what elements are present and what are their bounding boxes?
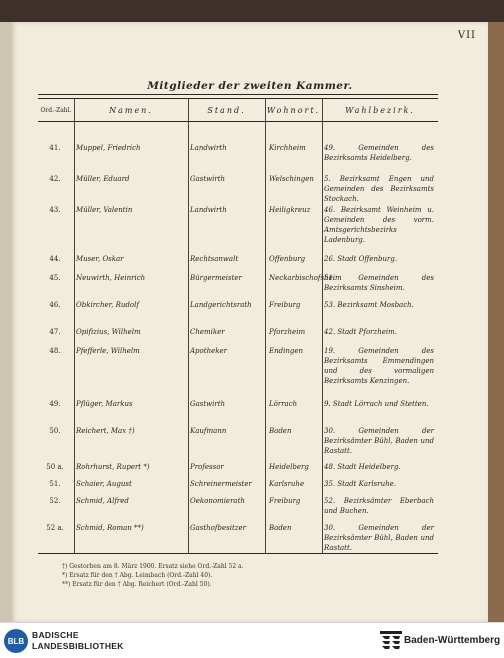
page-title: Mitglieder der zweiten Kammer. <box>147 80 353 92</box>
cell-wahlbezirk: 51. Gemeinden des Bezirksamts Sinsheim. <box>324 274 434 292</box>
cell-ord-zahl: 49. <box>49 400 61 408</box>
cell-ord-zahl: 50 a. <box>46 463 64 471</box>
cell-ord-zahl: 42. <box>49 175 61 183</box>
cell-stand: Gastwirth <box>190 175 226 183</box>
cell-wohnort: Baden <box>269 524 292 532</box>
cell-ord-zahl: 43. <box>49 206 61 214</box>
library-name-line2: LANDESBIBLIOTHEK <box>32 641 124 651</box>
cell-wohnort: Lörrach <box>269 400 298 408</box>
document-page <box>12 22 488 622</box>
cell-ord-zahl: 47. <box>49 328 61 336</box>
cell-wohnort: Kirchheim <box>269 144 306 152</box>
cell-name: Muser, Oskar <box>76 255 124 263</box>
header-ord-zahl: Ord.-Zahl. <box>40 106 72 114</box>
cell-name: Pfefferle, Wilhelm <box>76 347 140 355</box>
header-namen: Namen. <box>109 105 153 115</box>
title-rule <box>38 94 438 95</box>
header-stand: Stand. <box>207 105 246 115</box>
cell-name: Muppel, Friedrich <box>76 144 141 152</box>
blb-logo[interactable]: BLB <box>4 629 28 653</box>
cell-wohnort: Heidelberg <box>269 463 309 471</box>
cell-ord-zahl: 51. <box>49 480 61 488</box>
cell-name: Müller, Eduard <box>76 175 130 183</box>
header-wahlbezirk: Wahlbezirk. <box>345 105 415 115</box>
footnote: *) Ersatz für den † Abg. Leimbach (Ord.-Zahl 40). <box>62 572 213 579</box>
column-divider <box>188 99 189 553</box>
cell-ord-zahl: 52. <box>49 497 61 505</box>
cell-wahlbezirk: 30. Gemeinden der Bezirksämter Bühl, Baden und Rastatt. <box>324 524 434 552</box>
cell-wohnort: Karlsruhe <box>269 480 305 488</box>
cell-wohnort: Pforzheim <box>269 328 306 336</box>
cell-stand: Schreinermeister <box>190 480 252 488</box>
cell-stand: Gasthofbesitzer <box>190 524 246 532</box>
column-divider <box>265 99 266 553</box>
cell-ord-zahl: 52 a. <box>46 524 64 532</box>
cell-name: Schaier, August <box>76 480 132 488</box>
cell-wahlbezirk: 49. Gemeinden des Bezirksamts Heidelberg. <box>324 144 434 162</box>
cell-stand: Gastwirth <box>190 400 226 408</box>
cell-wahlbezirk: 48. Stadt Heidelberg. <box>324 463 401 471</box>
cell-wahlbezirk: 9. Stadt Lörrach und Stetten. <box>324 400 429 408</box>
cell-wohnort: Heiligkreuz <box>269 206 311 214</box>
column-divider <box>74 99 75 553</box>
cell-wohnort: Welschingen <box>269 175 314 183</box>
cell-ord-zahl: 44. <box>49 255 61 263</box>
page-number: VII <box>457 30 476 41</box>
cell-stand: Landwirth <box>190 144 227 152</box>
library-name[interactable] <box>32 630 124 652</box>
library-name-line1: BADISCHE <box>32 630 79 640</box>
cell-wahlbezirk: 35. Stadt Karlsruhe. <box>324 480 396 488</box>
cell-wahlbezirk: 53. Bezirksamt Mosbach. <box>324 301 414 309</box>
cell-stand: Kaufmann <box>190 427 227 435</box>
cell-name: Rohrhurst, Rupert *) <box>76 463 150 471</box>
cell-wohnort: Neckarbischofsheim <box>269 274 342 282</box>
cell-wahlbezirk: 42. Stadt Pforzheim. <box>324 328 397 336</box>
viewer-footer <box>0 622 504 658</box>
cell-wohnort: Freiburg <box>269 301 301 309</box>
footnotes <box>62 562 244 589</box>
cell-stand: Bürgermeister <box>190 274 242 282</box>
cell-ord-zahl: 46. <box>49 301 61 309</box>
cell-name: Neuwirth, Heinrich <box>76 274 146 282</box>
cell-wahlbezirk: 30. Gemeinden der Bezirksämter Bühl, Baden und Rastatt. <box>324 427 434 455</box>
cell-wahlbezirk: 46. Bezirksamt Weinheim u. Gemeinden des vorm. Amtsgerichtsbezirks Ladenburg. <box>324 206 434 244</box>
cell-stand: Professor <box>190 463 224 471</box>
cell-name: Reichert, Max †) <box>76 427 135 435</box>
cell-stand: Landwirth <box>190 206 227 214</box>
column-divider <box>322 99 323 553</box>
state-name[interactable]: Baden-Württemberg <box>404 635 501 646</box>
cell-wahlbezirk: 19. Gemeinden des Bezirksamts Emmendingen und des vormaligen Bezirksamts Kenzingen. <box>324 347 434 385</box>
cell-wahlbezirk: 52. Bezirksämter Eberbach und Buchen. <box>324 497 434 515</box>
table-header <box>38 99 438 122</box>
cell-ord-zahl: 50. <box>49 427 61 435</box>
book-spine <box>488 22 504 622</box>
footnote: **) Ersatz für den † Abg. Reichert (Ord.-Zahl 50). <box>62 581 212 588</box>
header-wohnort: Wohnort. <box>266 105 321 115</box>
cell-stand: Chemiker <box>190 328 225 336</box>
cell-ord-zahl: 48. <box>49 347 61 355</box>
scan-background <box>0 0 504 22</box>
cell-ord-zahl: 41. <box>49 144 61 152</box>
cell-name: Obkircher, Rudolf <box>76 301 139 309</box>
cell-name: Pflüger, Markus <box>76 400 133 408</box>
cell-ord-zahl: 45. <box>49 274 61 282</box>
lions-coat-of-arms-icon <box>380 631 402 651</box>
cell-stand: Landgerichtsrath <box>190 301 252 309</box>
cell-wohnort: Baden <box>269 427 292 435</box>
cell-name: Schmid, Roman **) <box>76 524 144 532</box>
cell-wohnort: Freiburg <box>269 497 301 505</box>
members-table <box>38 98 438 554</box>
cell-wahlbezirk: 26. Stadt Offenburg. <box>324 255 398 263</box>
cell-wohnort: Offenburg <box>269 255 306 263</box>
cell-name: Schmid, Alfred <box>76 497 129 505</box>
cell-stand: Rechtsanwalt <box>190 255 239 263</box>
cell-wahlbezirk: 5. Bezirksamt Engen und Gemeinden des Bezirksamts Stockach. <box>324 175 434 203</box>
cell-stand: Oekonomierath <box>190 497 245 505</box>
cell-stand: Apotheker <box>190 347 227 355</box>
cell-name: Müller, Valentin <box>76 206 133 214</box>
cell-wohnort: Endingen <box>269 347 303 355</box>
cell-name: Opifizius, Wilhelm <box>76 328 141 336</box>
footnote: †) Gestorben am 8. März 1900. Ersatz siehe Ord.-Zahl 52 a. <box>62 563 244 570</box>
